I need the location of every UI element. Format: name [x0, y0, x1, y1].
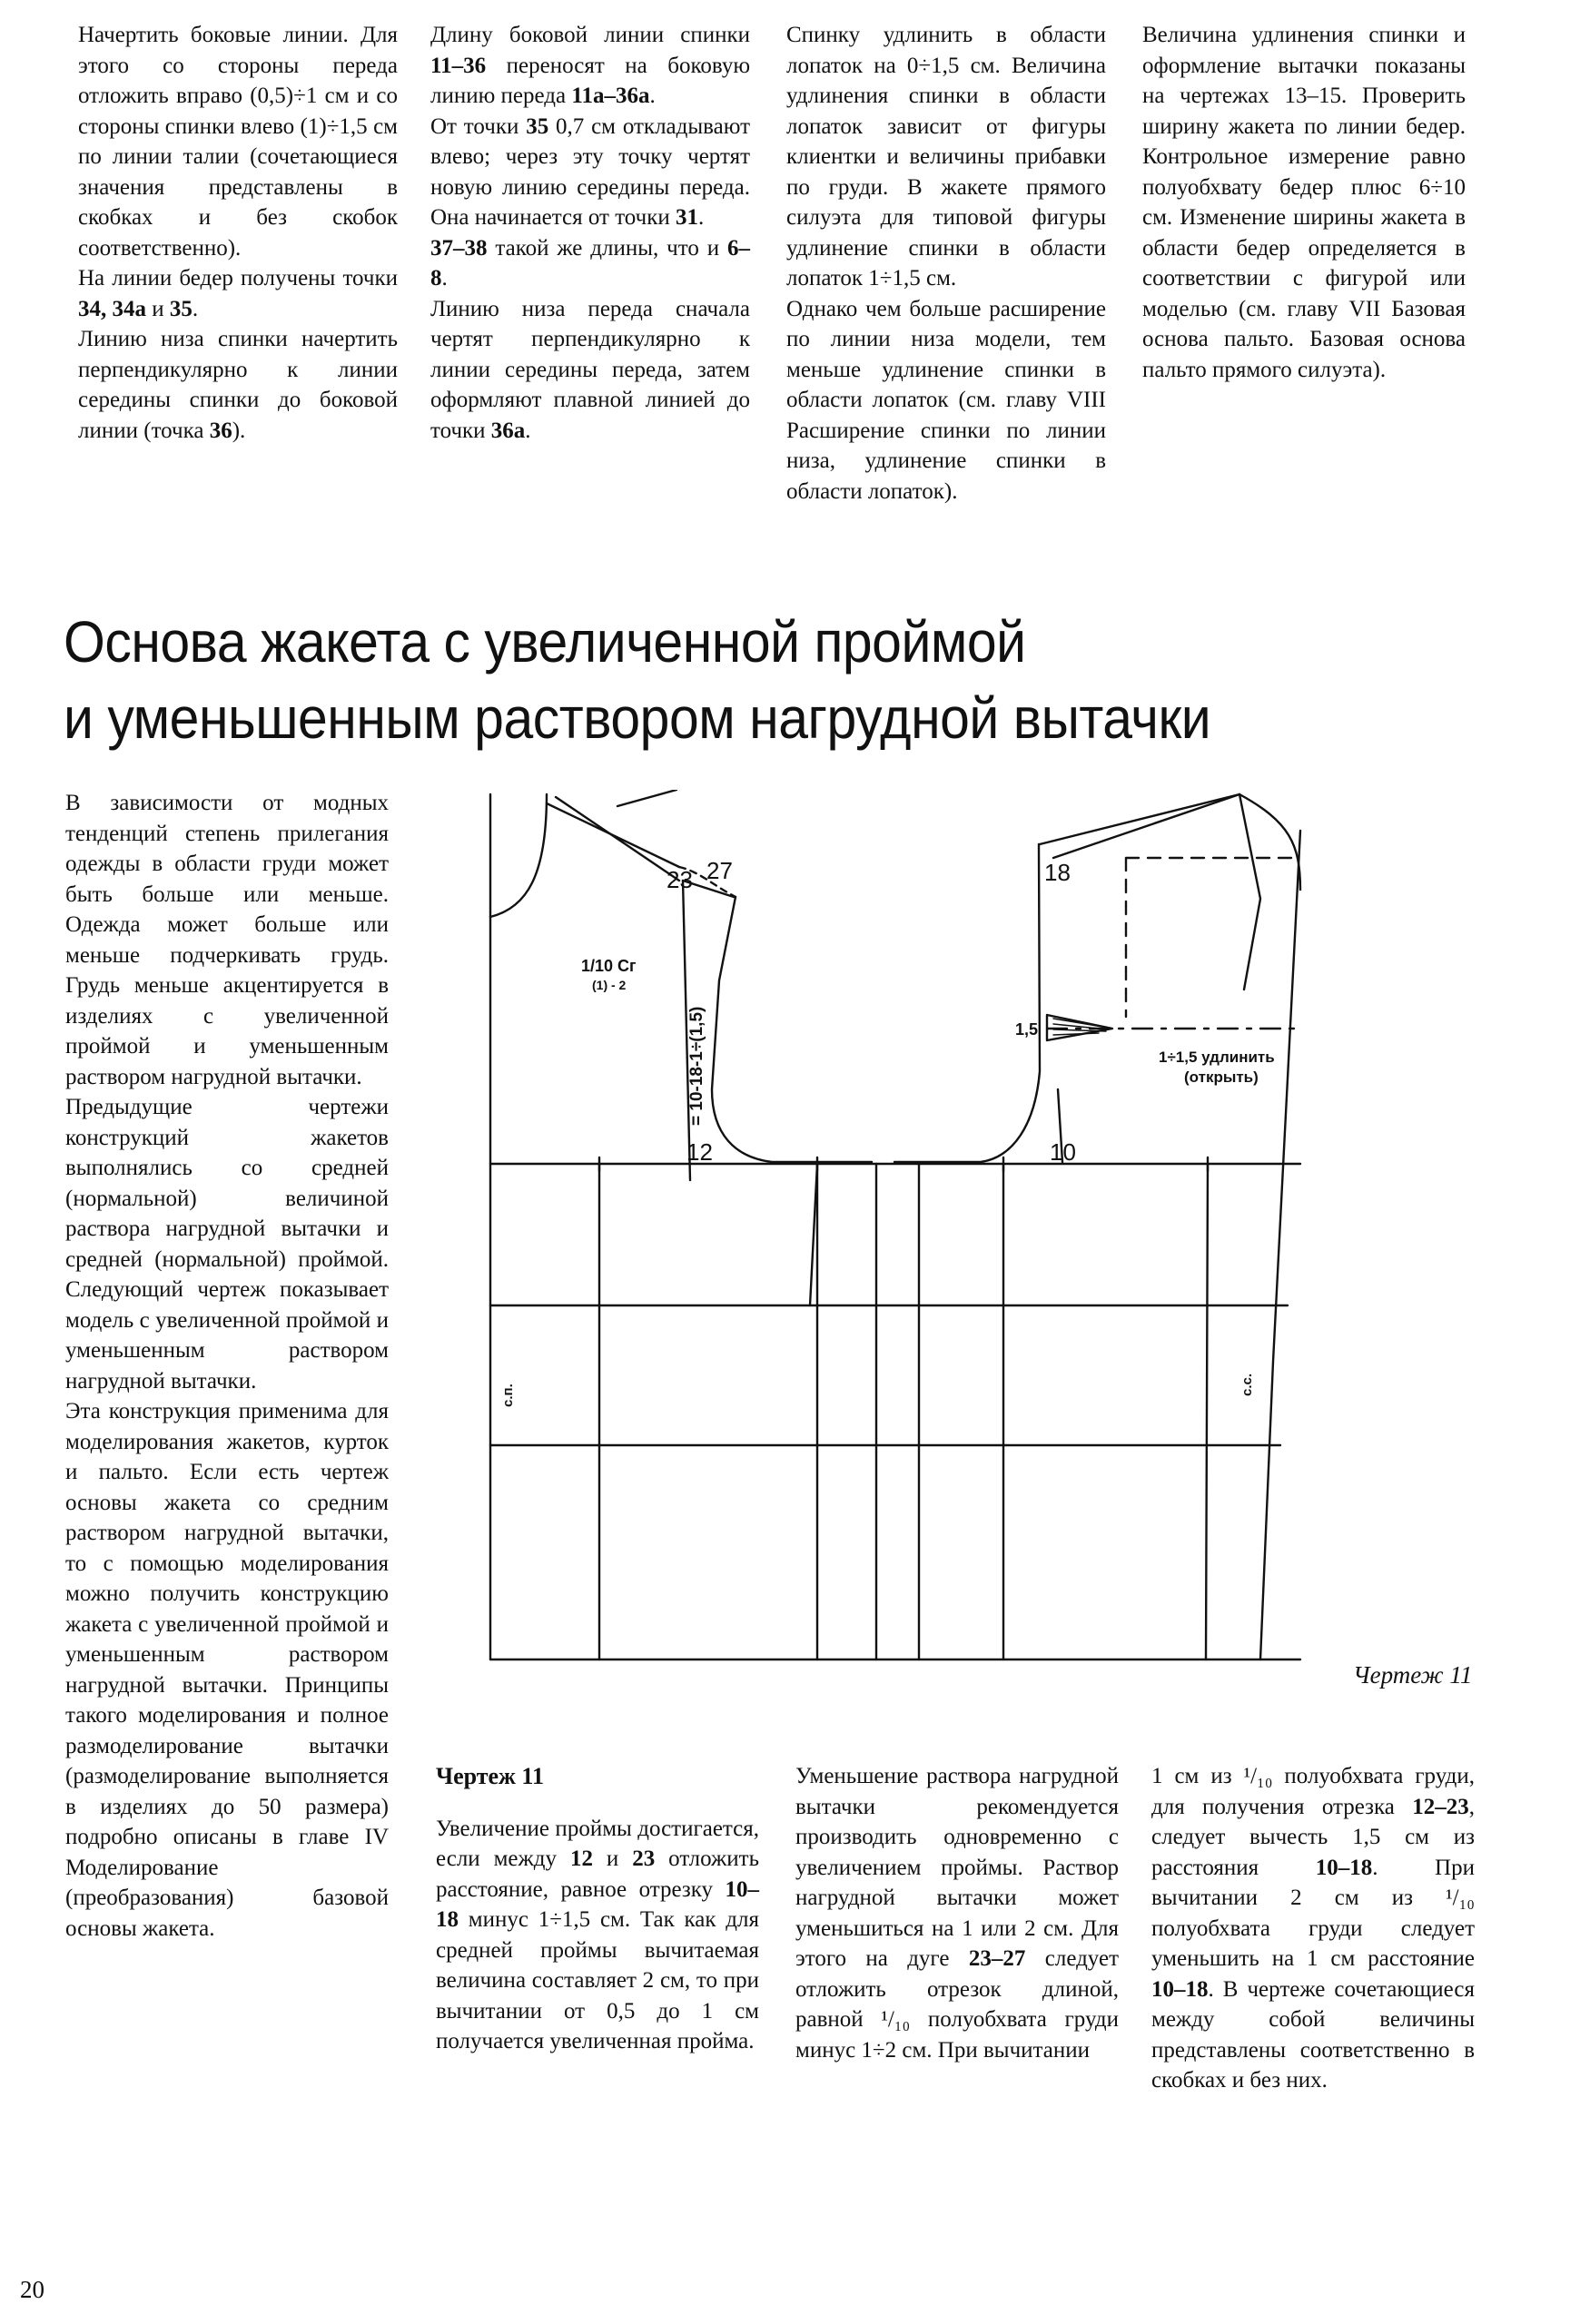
label-ss: с.с.	[1239, 1373, 1255, 1396]
paragraph	[78, 263, 398, 324]
text-run: и	[592, 1846, 633, 1871]
back-center-line	[1260, 831, 1300, 1659]
top-column-4	[1142, 20, 1466, 385]
label-sl: с.п.	[500, 1384, 516, 1407]
text-run: Увеличение проймы достигается, если между	[436, 1816, 759, 1871]
paragraph	[430, 20, 750, 112]
title-line-1: Основа жакета с увеличенной проймой	[64, 609, 1026, 675]
back-armhole	[894, 844, 1040, 1162]
bold-run: 23	[632, 1846, 656, 1871]
text-run: и	[146, 296, 170, 321]
text-run: .	[441, 266, 448, 290]
bottom-column-3	[1151, 1761, 1475, 2096]
lengthen-guide	[1239, 794, 1260, 990]
text-run: Эта конструкция применима для моделирования жакетов, курток и пальто. Если есть чертеж основы жакета со средним раствором нагрудной вытачки, то с помощью моделирования можно получить конструкцию жакета с увеличенной проймой и уменьшенным раствором нагрудной вытачки. Принципы такого моделирования и полное размоделирование вытачки (размоделирование выполняется в изделиях до 50 размера) подробно описаны в главе IV Моделирование (преобразования) базовой основы жакета.	[65, 1399, 389, 1941]
paragraph	[430, 112, 750, 233]
text-run: .	[192, 296, 199, 321]
text-run: .	[649, 84, 656, 108]
text-run: В зависимости от модных тенденций степень прилегания одежды в области груди может быть больше или меньше. Одежда может больше или меньше подчеркивать грудь. Грудь меньше акцентируется в изделиях с увеличенной проймой и уменьшенным раствором нагрудной вытачки.	[65, 791, 389, 1089]
bold-run: 10–18	[1151, 1976, 1209, 2002]
text-run: Однако чем больше расширение по линии низа модели, тем меньше удлинение спинки в области лопаток (см. главу VIII Расширение спинки по линии низа, удлинение спинки в области лопаток).	[786, 296, 1106, 504]
front-neckline	[490, 794, 547, 917]
bold-run: 31	[676, 205, 698, 230]
paragraph	[436, 1761, 759, 1792]
front-dart-leg	[556, 797, 679, 881]
bold-run: 37–38	[430, 235, 488, 261]
label-cg-sub: (1) - 2	[592, 978, 627, 992]
bold-run: 36	[209, 418, 232, 443]
text-run: Длину боковой линии спинки	[430, 23, 750, 47]
text-run: На линии бедер получены точки	[78, 266, 398, 290]
text-run: Линию низа спинки начертить перпендикулярно к линии середины спинки до боковой линии (точка	[78, 327, 398, 443]
text-run: следует отложить отрезок длиной, равной ¹/₁₀ полуобхвата груди минус 1÷2 см. При вычитании	[795, 1946, 1119, 2063]
text-run: От точки	[430, 113, 527, 139]
bold-run: 35	[526, 113, 549, 139]
paragraph	[1151, 1761, 1475, 2096]
text-run: .	[698, 205, 705, 230]
text-run: , следует вычесть 1,5 см из расстояния	[1151, 1794, 1475, 1880]
drawing-caption: Чертеж 11	[1353, 1661, 1473, 1689]
text-run: . В чертеже сочетающиеся между собой величины представлены соответственно в скобках и без них.	[1151, 1976, 1475, 2093]
paragraph	[65, 1092, 389, 1396]
text-run: минус 1÷1,5 см. Так как для средней проймы вычитаемая величина составляет 2 см, то при вычитании от 0,5 до 1 см получается увеличенная пройма.	[436, 1907, 759, 2053]
paragraph	[1142, 20, 1466, 385]
label-cg: 1/10 Сг	[581, 957, 637, 975]
text-run: 1 см из ¹/₁₀ полуобхвата груди, для получения отрезка	[1151, 1764, 1475, 1819]
text-run: такой же длины, что и	[487, 235, 727, 261]
bold-run: 12	[569, 1846, 593, 1871]
top-column-3	[786, 20, 1106, 507]
bold-run: 34, 34а	[78, 296, 146, 321]
bold-run: 12–23	[1412, 1794, 1469, 1819]
label-12: 12	[686, 1138, 713, 1166]
blade-guide	[1126, 858, 1300, 1017]
text-run: .	[525, 418, 531, 443]
text-run: Спинку удлинить в области лопаток на 0÷1,5 см. Величина удлинения спинки в области лопаток зависит от фигуры клиентки и величины прибавки по груди. В жакете прямого силуэта для типовой фигуры удлинение спинки в области лопаток 1÷1,5 см.	[786, 23, 1106, 290]
paragraph	[78, 324, 398, 446]
text-run: . При вычитании 2 см из ¹/₁₀ полуобхвата груди следует уменьшить на 1 см расстояние	[1151, 1855, 1475, 1971]
text-run: ).	[232, 418, 246, 443]
bold-run: Чертеж 11	[436, 1763, 544, 1789]
bottom-column-2	[795, 1761, 1119, 2065]
paragraph	[430, 233, 750, 294]
back-shoulder-edge	[1040, 794, 1239, 844]
label-10: 10	[1050, 1138, 1076, 1166]
title-line-2: и уменьшенным раствором нагрудной вытачки	[64, 685, 1211, 751]
label-lengthen-2: (открыть)	[1184, 1068, 1259, 1086]
left-column	[65, 788, 389, 1944]
paragraph	[430, 294, 750, 447]
paragraph	[65, 788, 389, 1092]
top-column-2	[430, 20, 750, 446]
text-run: Уменьшение раствора нагрудной вытачки рекомендуется производить одновременно с увеличением проймы. Раствор нагрудной вытачки может уменьшиться на 1 или 2 см. Для этого на дуге	[795, 1764, 1119, 1971]
label-lengthen-1: 1÷1,5 удлинить	[1159, 1049, 1275, 1066]
bold-run: 35	[169, 296, 193, 321]
paragraph	[436, 1814, 759, 2057]
bold-run: 6–8	[430, 235, 750, 290]
paragraph	[65, 1396, 389, 1944]
front-armhole	[712, 897, 872, 1162]
label-1-5: 1,5	[1015, 1020, 1039, 1039]
text-run: Предыдущие чертежи конструкций жакетов выполнялись со средней (нормальной) величиной раствора нагрудной вытачки и средней (нормальной) проймой. Следующий чертеж показывает модель с увеличенной проймой и уменьшенным раствором нагрудной вытачки.	[65, 1095, 389, 1393]
bold-run: 10–18	[436, 1876, 759, 1932]
text-run: отложить расстояние, равное отрезку	[436, 1846, 759, 1902]
pattern-drawing	[472, 790, 1380, 1698]
bold-run: 23–27	[968, 1946, 1026, 1971]
text-run: Линию низа переда сначала чертят перпендикулярно к линии середины переда, затем оформляют плавной линией до точки	[430, 296, 750, 443]
text-run: Величина удлинения спинки и оформление вытачки показаны на чертежах 13–15. Проверить ширину жакета по линии бедер. Контрольное измерение равно полуобхвату бедер плюс 6÷10 см. Изменение ширины жакета в области бедер определяется в соответствии с фигурой или моделью (см. главу VII Базовая основа пальто. Базовая основа пальто прямого силуэта).	[1142, 23, 1466, 382]
bold-run: 11–36	[430, 53, 487, 78]
paragraph	[786, 294, 1106, 507]
text-run: Начертить боковые линии. Для этого со стороны переда отложить вправо (0,5)÷1 см и со стороны спинки влево (1)÷1,5 см по линии талии (сочетающиеся значения представлены в скобках и без скобок соответственно).	[78, 23, 398, 261]
page-number: 20	[20, 2276, 44, 2303]
front-shoulder-guide	[617, 790, 676, 806]
bold-run: 36а	[490, 418, 526, 443]
bold-run: 11а–36а	[571, 84, 650, 108]
paragraph	[795, 1761, 1119, 2065]
section-title	[64, 604, 1417, 756]
top-column-1	[78, 20, 398, 446]
label-27: 27	[706, 857, 733, 884]
v-line-7	[1206, 1164, 1208, 1659]
label-23: 23	[667, 866, 693, 893]
paragraph	[78, 20, 398, 263]
back-shoulder-line	[1053, 794, 1239, 858]
bold-run: 10–18	[1315, 1855, 1373, 1880]
text-run: 0,7 см откладывают влево; через эту точку чертят новую линию середины переда. Она начинается от точки	[430, 113, 751, 230]
text-run: переносят на боковую линию переда	[430, 53, 750, 108]
bottom-column-1	[436, 1761, 759, 2057]
paragraph	[786, 20, 1106, 294]
label-18: 18	[1044, 859, 1071, 886]
label-vertical-formula: = 10-18-1÷(1,5)	[687, 1006, 706, 1126]
